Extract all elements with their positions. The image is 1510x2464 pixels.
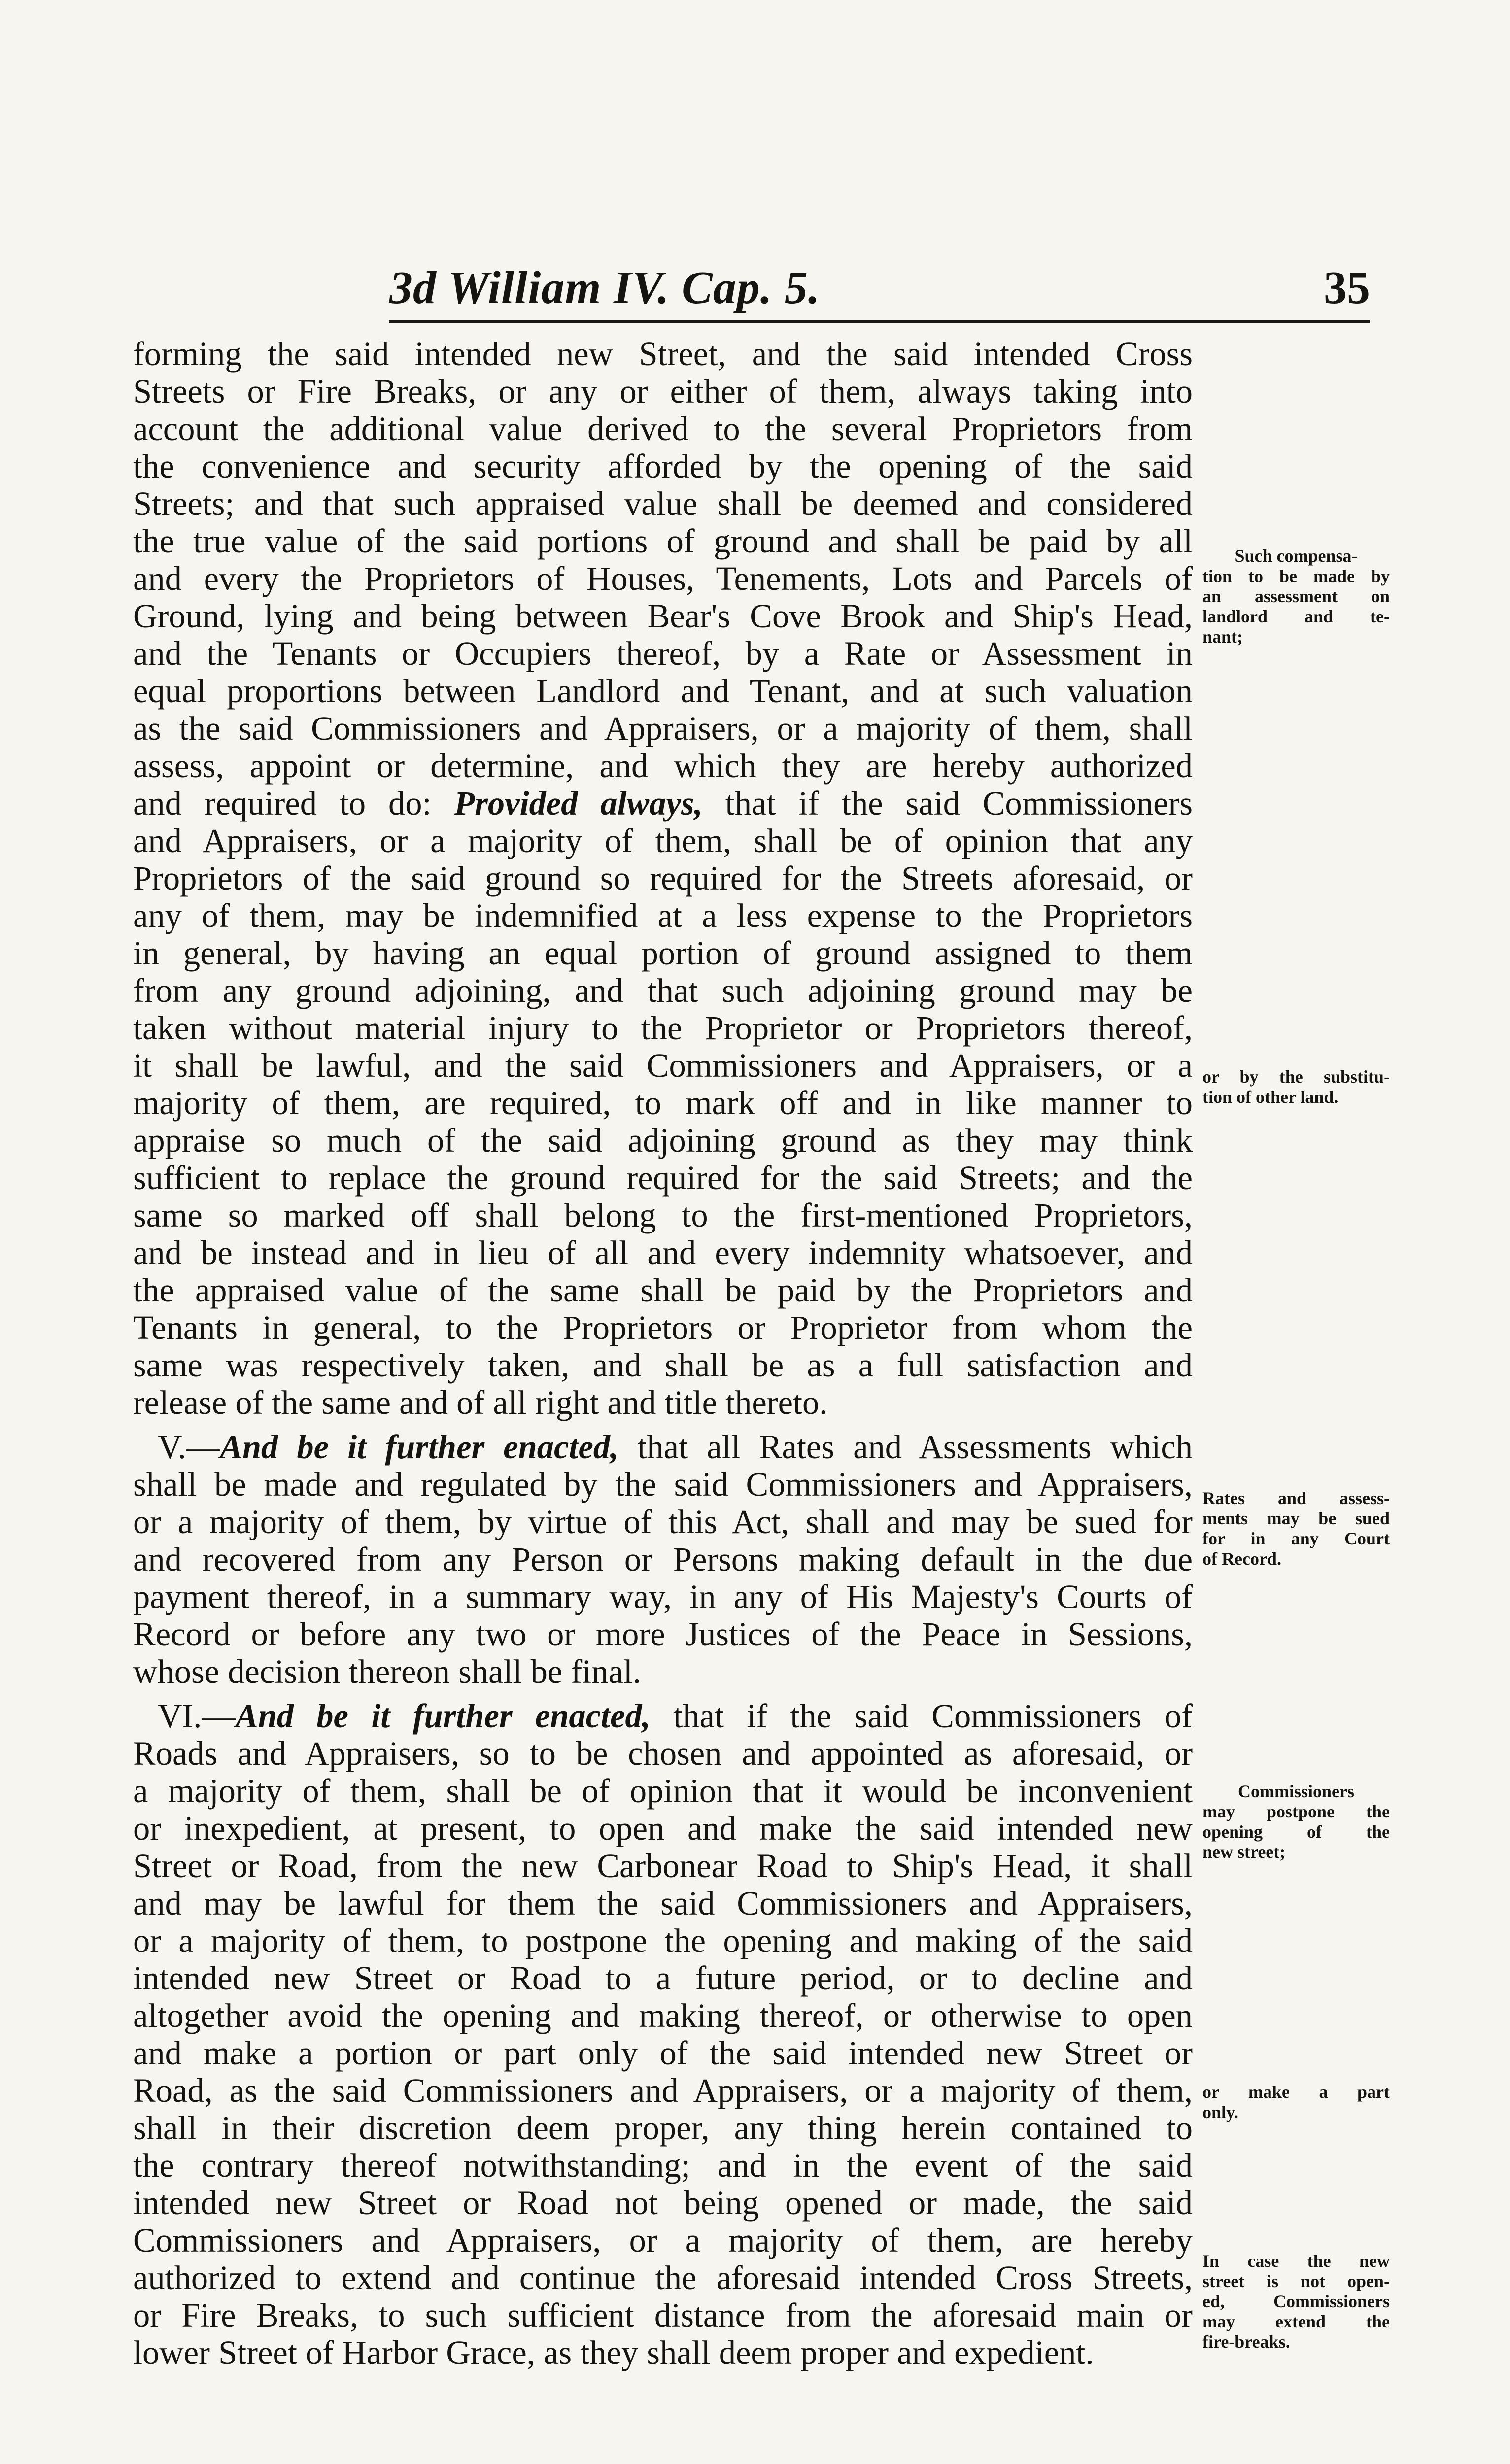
section-lead: And be it further enacted, — [235, 1697, 651, 1735]
margin-note-line: opening of the — [1202, 1822, 1390, 1842]
line-text: and required to do: — [133, 785, 432, 822]
text-line: Roads and Appraisers, so to be chosen and appointed as aforesaid, or — [133, 1735, 1193, 1772]
margin-note-line: or by the substitu- — [1202, 1067, 1390, 1087]
margin-note-line: street is not open- — [1202, 2271, 1390, 2291]
text-line: payment thereof, in a summary way, in any of His Majesty's Courts of — [133, 1578, 1193, 1615]
text-line: forming the said intended new Street, and the said intended Cross — [133, 335, 1193, 373]
header-rule — [389, 320, 1370, 323]
text-line: the appraised value of the same shall be paid by the Proprietors and — [133, 1271, 1193, 1309]
text-line: and be instead and in lieu of all and every indemnity whatsoever, and — [133, 1234, 1193, 1271]
text-line: or a majority of them, by virtue of this Act, shall and may be sued for — [133, 1503, 1193, 1540]
margin-note-line: may postpone the — [1202, 1802, 1390, 1821]
text-line: or a majority of them, to postpone the opening and making of the said — [133, 1922, 1193, 1959]
margin-note-line: ments may be sued — [1202, 1508, 1390, 1528]
margin-note-line: Commissioners — [1238, 1781, 1354, 1801]
text-line: Proprietors of the said ground so required for the Streets aforesaid, or — [133, 859, 1193, 897]
text-line: same was respectively taken, and shall be as a full satisfaction and — [133, 1346, 1193, 1384]
line-text: that if the said Commissioners — [702, 785, 1193, 822]
section-lead: And be it further enacted, — [220, 1428, 619, 1466]
margin-note-line: or make a part — [1202, 2082, 1390, 2102]
text-line: Streets or Fire Breaks, or any or either of them, always taking into — [133, 373, 1193, 410]
text-line: shall be made and regulated by the said Commissioners and Appraisers, — [133, 1466, 1193, 1503]
text-line: intended new Street or Road not being opened or made, the said — [133, 2184, 1193, 2222]
text-line: altogether avoid the opening and making thereof, or otherwise to open — [133, 1997, 1193, 2034]
text-line: or inexpedient, at present, to open and make the said intended new — [133, 1810, 1193, 1847]
text-line: and Appraisers, or a majority of them, shall be of opinion that any — [133, 822, 1193, 859]
margin-note-postpone — [1202, 1781, 1390, 1862]
margin-note-line: In case the new — [1202, 2251, 1390, 2271]
text-line: release of the same and of all right and title thereto. — [133, 1384, 828, 1421]
running-header — [389, 256, 1370, 315]
text-line: from any ground adjoining, and that such adjoining ground may be — [133, 972, 1193, 1009]
margin-note-compensation — [1202, 546, 1390, 647]
margin-note-line: nant; — [1202, 627, 1243, 647]
margin-note-line: only. — [1202, 2102, 1239, 2122]
margin-note-line: landlord and te- — [1202, 607, 1390, 626]
text-line: or Fire Breaks, to such sufficient distance from the aforesaid main or — [133, 2296, 1193, 2334]
text-line: and make a portion or part only of the said intended new Street or — [133, 2034, 1193, 2072]
text-line: shall in their discretion deem proper, any thing herein contained to — [133, 2109, 1193, 2147]
margin-note-line: Rates and assess- — [1202, 1488, 1390, 1508]
text-line: and recovered from any Person or Persons making default in the due — [133, 1540, 1193, 1578]
margin-note-line: for in any Court — [1202, 1529, 1390, 1548]
margin-note-line: tion of other land. — [1202, 1087, 1338, 1107]
margin-note-line: Such compensa- — [1235, 546, 1358, 566]
text-line: and the Tenants or Occupiers thereof, by a Rate or Assessment in — [133, 635, 1193, 672]
body-text — [133, 335, 1193, 2371]
line-text: that if the said Commissioners of — [650, 1697, 1193, 1735]
text-line: Ground, lying and being between Bear's Cove Brook and Ship's Head, — [133, 597, 1193, 635]
text-line: a majority of them, shall be of opinion that it would be inconvenient — [133, 1772, 1193, 1810]
margin-note-substitution — [1202, 1067, 1390, 1107]
text-line: same so marked off shall belong to the first-mentioned Proprietors, — [133, 1197, 1193, 1234]
text-line: as the said Commissioners and Appraisers, or a majority of them, shall — [133, 710, 1193, 747]
margin-note-line: of Record. — [1202, 1549, 1281, 1569]
margin-note-rates — [1202, 1488, 1390, 1569]
section-number: VI.— — [158, 1697, 236, 1735]
section-heading-vi — [133, 1697, 1193, 1735]
page-number: 35 — [1324, 262, 1370, 313]
text-line: sufficient to replace the ground required for the said Streets; and the — [133, 1159, 1193, 1197]
text-line: the contrary thereof notwithstanding; and in the event of the said — [133, 2147, 1193, 2184]
margin-note-line: may extend the — [1202, 2312, 1390, 2331]
text-line: and every the Proprietors of Houses, Tenements, Lots and Parcels of — [133, 560, 1193, 597]
proviso-lead: Provided always, — [454, 785, 703, 822]
text-line: taken without material injury to the Proprietor or Proprietors thereof, — [133, 1009, 1193, 1047]
text-line: and may be lawful for them the said Commissioners and Appraisers, — [133, 1884, 1193, 1922]
text-line: any of them, may be indemnified at a less expense to the Proprietors — [133, 897, 1193, 934]
text-line: lower Street of Harbor Grace, as they shall deem proper and expedient. — [133, 2334, 1094, 2371]
text-line: authorized to extend and continue the aforesaid intended Cross Streets, — [133, 2259, 1193, 2296]
text-line: Commissioners and Appraisers, or a majority of them, are hereby — [133, 2222, 1193, 2259]
text-line: appraise so much of the said adjoining ground as they may think — [133, 1122, 1193, 1159]
margin-note-firebreaks — [1202, 2251, 1390, 2352]
line-text: that all Rates and Assessments which — [618, 1428, 1193, 1466]
text-line-proviso — [133, 785, 1193, 822]
text-line: Street or Road, from the new Carbonear Road to Ship's Head, it shall — [133, 1847, 1193, 1884]
section-heading-v — [133, 1428, 1193, 1466]
text-line: equal proportions between Landlord and Tenant, and at such valuation — [133, 672, 1193, 710]
text-line: the convenience and security afforded by the opening of the said — [133, 447, 1193, 485]
text-line: Record or before any two or more Justices of the Peace in Sessions, — [133, 1615, 1193, 1653]
text-line: Streets; and that such appraised value shall be deemed and considered — [133, 485, 1193, 522]
margin-note-line: fire-breaks. — [1202, 2332, 1290, 2352]
header-title: 3d William IV. Cap. 5. — [389, 262, 821, 313]
text-line: Road, as the said Commissioners and Appraisers, or a majority of them, — [133, 2072, 1193, 2109]
margin-note-line: new street; — [1202, 1842, 1286, 1862]
margin-note-line: an assessment on — [1202, 586, 1390, 606]
text-line: the true value of the said portions of ground and shall be paid by all — [133, 522, 1193, 560]
text-line: Tenants in general, to the Proprietors or Proprietor from whom the — [133, 1309, 1193, 1346]
text-line: assess, appoint or determine, and which they are hereby authorized — [133, 747, 1193, 785]
text-line: it shall be lawful, and the said Commissioners and Appraisers, or a — [133, 1047, 1193, 1084]
text-line: majority of them, are required, to mark off and in like manner to — [133, 1084, 1193, 1122]
text-line: whose decision thereon shall be final. — [133, 1653, 642, 1690]
margin-note-part — [1202, 2082, 1390, 2122]
section-number: V.— — [158, 1428, 220, 1466]
margin-note-line: tion to be made by — [1202, 566, 1390, 586]
text-line: intended new Street or Road to a future period, or to decline and — [133, 1959, 1193, 1997]
text-line: account the additional value derived to the several Proprietors from — [133, 410, 1193, 447]
text-line: in general, by having an equal portion of ground assigned to them — [133, 934, 1193, 972]
margin-note-line: ed, Commissioners — [1202, 2292, 1390, 2311]
